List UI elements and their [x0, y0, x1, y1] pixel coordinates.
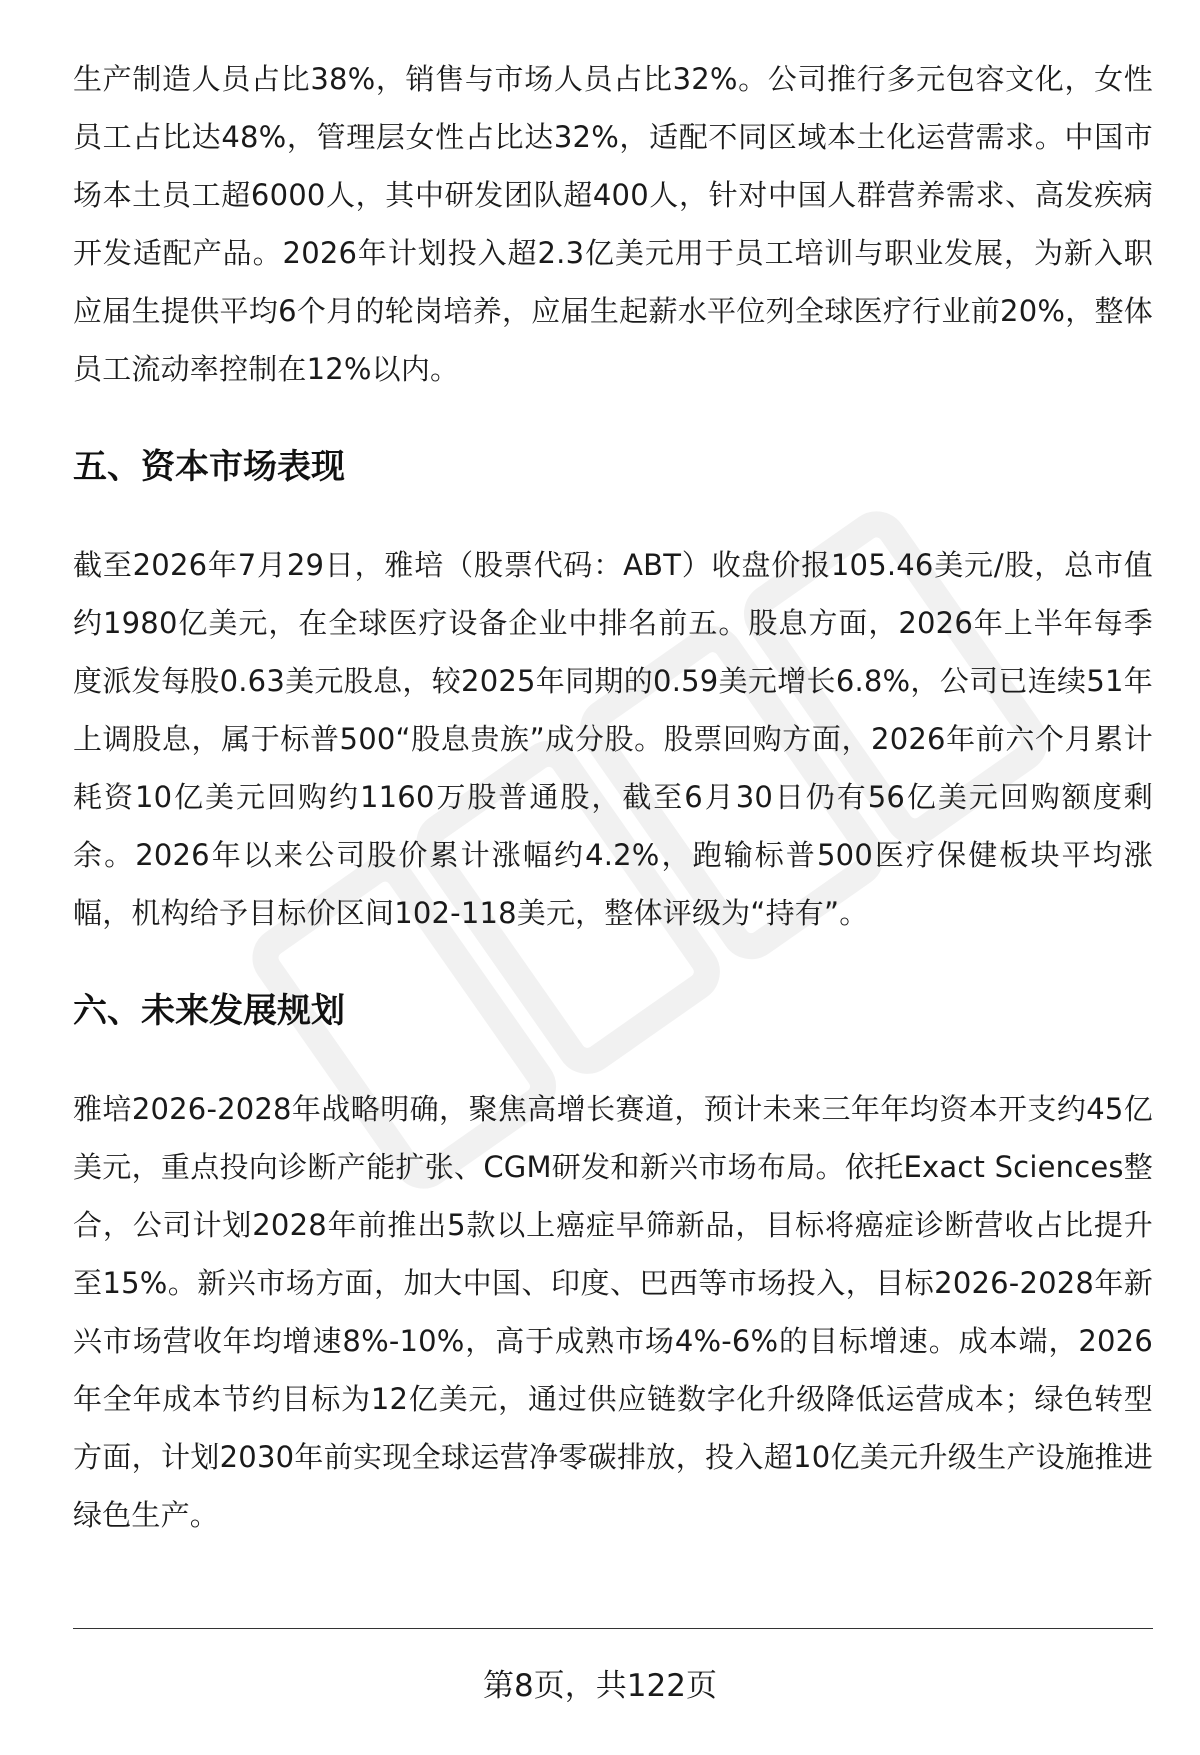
- footer-divider: [73, 1628, 1153, 1629]
- page-number: 第8页，共122页: [483, 1668, 717, 1704]
- main-content: [73, 50, 1153, 1544]
- future-plan-paragraph: 雅培2026-2028年战略明确，聚焦高增长赛道，预计未来三年年均资本开支约45亿美元，重点投向诊断产能扩张、CGM研发和新兴市场布局。依托Exact Sciences整合，公司计划2028年前推出5款以上癌症早筛新品，目标将癌症诊断营收占比提升至15%。新兴市场方面，加大中国、印度、巴西等市场投入，目标2026-2028年新兴市场营收年均增速8%-10%，高于成熟市场4%-6%的目标增速。成本端，2026年全年成本节约目标为12亿美元，通过供应链数字化升级降低运营成本；绿色转型方面，计划2030年前实现全球运营净零碳排放，投入超10亿美元升级生产设施推进绿色生产。: [73, 1092, 1153, 1532]
- section-heading-capital-market: 五、资本市场表现: [73, 447, 345, 487]
- section-heading-future-plan: 六、未来发展规划: [73, 991, 345, 1031]
- capital-market-paragraph: 截至2026年7月29日，雅培（股票代码：ABT）收盘价报105.46美元/股，总市值约1980亿美元，在全球医疗设备企业中排名前五。股息方面，2026年上半年每季度派发每股0.63美元股息，较2025年同期的0.59美元增长6.8%，公司已连续51年上调股息，属于标普500“股息贵族”成分股。股票回购方面，2026年前六个月累计耗资10亿美元回购约1160万股普通股，截至6月30日仍有56亿美元回购额度剩余。2026年以来公司股价累计涨幅约4.2%，跑输标普500医疗保健板块平均涨幅，机构给予目标价区间102-118美元，整体评级为“持有”。: [73, 548, 1153, 930]
- workforce-paragraph: 生产制造人员占比38%，销售与市场人员占比32%。公司推行多元包容文化，女性员工占比达48%，管理层女性占比达32%，适配不同区域本土化运营需求。中国市场本土员工超6000人，其中研发团队超400人，针对中国人群营养需求、高发疾病开发适配产品。2026年计划投入超2.3亿美元用于员工培训与职业发展，为新入职应届生提供平均6个月的轮岗培养，应届生起薪水平位列全球医疗行业前20%，整体员工流动率控制在12%以内。: [73, 62, 1153, 386]
